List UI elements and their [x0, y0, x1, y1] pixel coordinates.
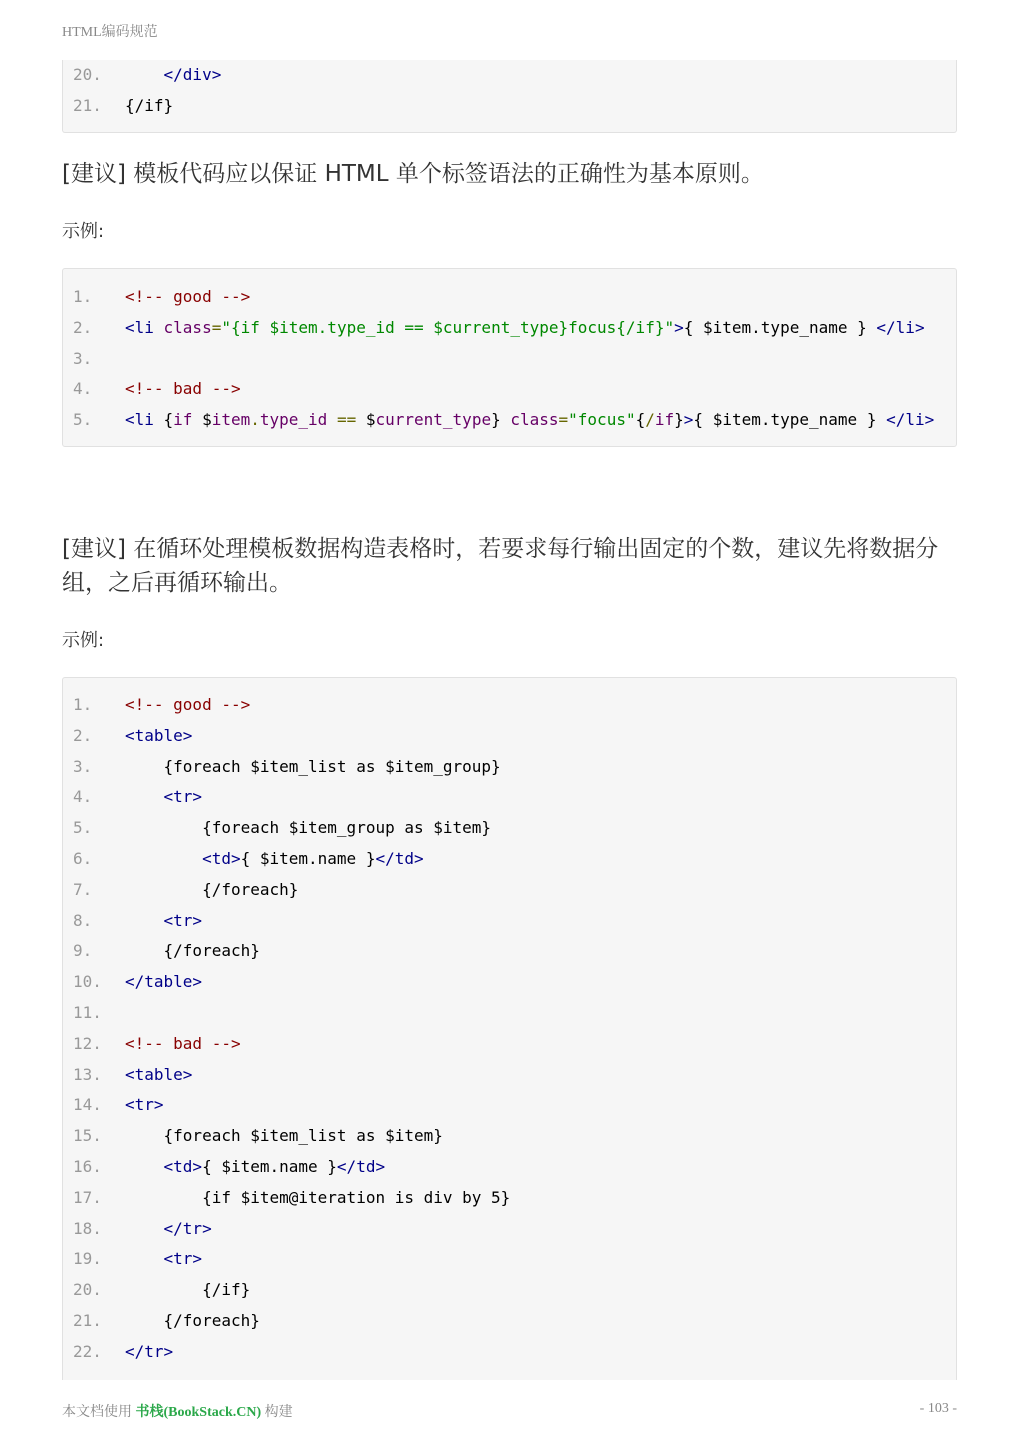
code-line	[63, 967, 956, 998]
line-number: 12.	[73, 1033, 102, 1053]
code-line	[63, 344, 956, 375]
code-token	[125, 1219, 164, 1238]
code-block-2	[62, 268, 957, 447]
code-token: <td>	[202, 848, 241, 868]
code-line	[63, 1060, 956, 1091]
code-line	[63, 374, 956, 405]
code-text	[125, 936, 956, 967]
code-line	[63, 1337, 956, 1368]
code-token	[125, 1157, 164, 1176]
code-text	[125, 1214, 956, 1245]
line-number: 22.	[73, 1341, 102, 1361]
code-token: {	[163, 410, 174, 430]
code-token: {/foreach}	[125, 941, 260, 961]
code-token: <!-- bad -->	[125, 379, 241, 399]
code-line	[63, 813, 956, 844]
line-number: 10.	[73, 972, 102, 992]
code-token: </tr>	[125, 1341, 174, 1361]
running-header: HTML编码规范	[62, 25, 158, 40]
code-token: </div>	[163, 65, 222, 84]
code-text	[125, 844, 956, 875]
code-text	[125, 690, 956, 721]
code-token: { $item.name }	[202, 1156, 337, 1176]
code-token: { $item.type_name }	[683, 317, 867, 337]
code-text	[125, 906, 956, 937]
section-heading: [建议] 在循环处理模板数据构造表格时，若要求每行输出固定的个数，建议先将数据分组，之后再循环输出。	[62, 536, 939, 596]
code-token: <tr>	[163, 1249, 203, 1269]
line-number: 9.	[73, 941, 93, 961]
code-token: {/if}	[125, 95, 174, 115]
line-number: 15.	[73, 1126, 102, 1146]
code-text	[125, 1060, 956, 1091]
code-text	[125, 374, 956, 405]
code-line	[63, 405, 956, 436]
code-token: class	[510, 410, 559, 430]
code-token: {/if}	[125, 1280, 251, 1300]
code-text	[125, 967, 956, 998]
code-token: </td>	[336, 1156, 386, 1176]
code-token: <table>	[125, 1064, 193, 1084]
code-token: { $item.name }	[240, 848, 376, 868]
code-text	[125, 721, 956, 752]
code-token: {foreach $item_list as $item}	[125, 1126, 443, 1146]
code-text	[125, 752, 956, 783]
code-line	[63, 91, 956, 122]
code-token: </tr>	[163, 1218, 212, 1238]
code-token: "{if $item.type_id == $current_type}focus{/if}"	[221, 317, 675, 337]
code-token: </li>	[876, 317, 925, 337]
code-token: item	[211, 410, 251, 430]
line-number: 1.	[73, 695, 93, 714]
code-token: <tr>	[163, 910, 203, 930]
code-token: <table>	[125, 725, 193, 745]
code-line	[63, 1244, 956, 1275]
code-token	[327, 410, 337, 429]
code-token: {/foreach}	[125, 879, 299, 899]
code-text	[125, 998, 956, 1029]
code-token	[125, 65, 164, 84]
code-token	[876, 410, 886, 429]
code-line	[63, 875, 956, 906]
code-token: <!-- good -->	[125, 695, 251, 714]
code-text	[125, 313, 956, 344]
code-block-1	[62, 60, 957, 133]
code-token: {foreach $item_list as $item_group}	[125, 756, 501, 776]
line-number: 1.	[73, 287, 93, 306]
code-text	[125, 60, 956, 91]
code-token: $	[192, 410, 212, 430]
code-text	[125, 875, 956, 906]
line-number: 5.	[73, 818, 93, 838]
code-text	[125, 1152, 956, 1183]
code-token: { $item.type_name }	[693, 410, 877, 430]
code-token	[125, 911, 164, 930]
code-text	[125, 1306, 956, 1337]
code-text	[125, 405, 956, 436]
code-token: if	[654, 410, 675, 430]
example-label: 示例:	[62, 221, 105, 242]
line-number: 18.	[73, 1218, 102, 1238]
code-token: .	[250, 410, 260, 430]
code-token: <tr>	[163, 787, 203, 807]
code-token: <li	[125, 410, 164, 430]
line-number: 2.	[73, 317, 93, 337]
code-line	[63, 1090, 956, 1121]
code-line	[63, 782, 956, 813]
code-token: current_type	[375, 410, 492, 430]
code-token: </table>	[125, 972, 203, 992]
code-text	[125, 813, 956, 844]
code-token	[125, 787, 164, 806]
code-line	[63, 721, 956, 752]
code-line	[63, 1306, 956, 1337]
line-number: 2.	[73, 725, 93, 745]
code-text	[125, 1121, 956, 1152]
code-token: {/foreach}	[125, 1310, 260, 1330]
code-token: <li	[125, 317, 164, 337]
line-number: 20.	[73, 1280, 102, 1300]
code-token: >	[683, 410, 694, 430]
footer-credit	[62, 1401, 293, 1421]
section-heading: [建议] 模板代码应以保证 HTML 单个标签语法的正确性为基本原则。	[62, 161, 764, 187]
example-label: 示例:	[62, 630, 105, 651]
line-number: 4.	[73, 379, 93, 399]
code-line	[63, 1214, 956, 1245]
code-token: {	[635, 410, 646, 430]
line-number: 14.	[73, 1095, 102, 1115]
footer-prefix: 本文档使用	[62, 1405, 136, 1420]
code-token	[125, 849, 202, 868]
code-token: "focus"	[568, 410, 636, 430]
code-text	[125, 1244, 956, 1275]
code-token: class	[163, 317, 212, 337]
code-text	[125, 1337, 956, 1368]
code-line	[63, 1275, 956, 1306]
line-number: 3.	[73, 756, 93, 776]
line-number: 16.	[73, 1156, 102, 1176]
code-text	[125, 91, 956, 122]
code-token: >	[674, 317, 684, 337]
code-token: =	[558, 410, 569, 430]
code-token: <!-- good -->	[125, 287, 251, 306]
line-number: 21.	[73, 1310, 102, 1330]
code-text	[125, 1029, 956, 1060]
bookstack-link[interactable]: 书栈(BookStack.CN)	[135, 1405, 262, 1420]
footer-suffix: 构建	[261, 1405, 293, 1420]
code-line	[63, 1152, 956, 1183]
code-line	[63, 1121, 956, 1152]
code-text	[125, 782, 956, 813]
line-number: 21.	[73, 95, 102, 115]
code-line	[63, 998, 956, 1029]
line-number: 19.	[73, 1249, 102, 1269]
code-line	[63, 752, 956, 783]
code-token	[125, 1249, 164, 1268]
code-text	[125, 1275, 956, 1306]
code-block-3	[62, 677, 957, 1380]
code-token: if	[173, 410, 193, 430]
line-number: 5.	[73, 410, 93, 430]
line-number: 20.	[73, 65, 102, 84]
code-line	[63, 313, 956, 344]
code-text	[125, 344, 956, 375]
code-line	[63, 690, 956, 721]
code-token: {if $item@iteration is div by 5}	[125, 1187, 511, 1207]
line-number: 17.	[73, 1187, 102, 1207]
code-token: </li>	[886, 410, 935, 430]
code-token	[867, 318, 877, 337]
code-text	[125, 282, 956, 313]
code-token: <td>	[163, 1156, 203, 1176]
code-token: <tr>	[125, 1095, 164, 1115]
line-number: 3.	[73, 348, 93, 368]
code-line	[63, 844, 956, 875]
code-line	[63, 906, 956, 937]
code-token: =	[211, 317, 222, 337]
code-token: }	[491, 410, 511, 430]
code-text	[125, 1090, 956, 1121]
line-number: 6.	[73, 848, 93, 868]
code-line	[63, 1029, 956, 1060]
line-number: 8.	[73, 910, 93, 930]
code-token: $	[356, 410, 376, 430]
code-token: /	[645, 410, 655, 430]
code-token: </td>	[375, 848, 424, 868]
code-token: type_id	[259, 410, 328, 430]
line-number: 13.	[73, 1064, 102, 1084]
code-text	[125, 1183, 956, 1214]
code-token: <!-- bad -->	[125, 1033, 241, 1053]
line-number: 11.	[73, 1002, 102, 1022]
line-number: 4.	[73, 787, 93, 807]
code-line	[63, 60, 956, 91]
code-token: ==	[336, 410, 357, 430]
code-line	[63, 936, 956, 967]
code-token: {foreach $item_group as $item}	[125, 818, 492, 838]
code-token: }	[674, 410, 684, 430]
code-line	[63, 1183, 956, 1214]
line-number: 7.	[73, 879, 93, 899]
page-number: - 103 -	[919, 1401, 957, 1416]
code-line	[63, 282, 956, 313]
